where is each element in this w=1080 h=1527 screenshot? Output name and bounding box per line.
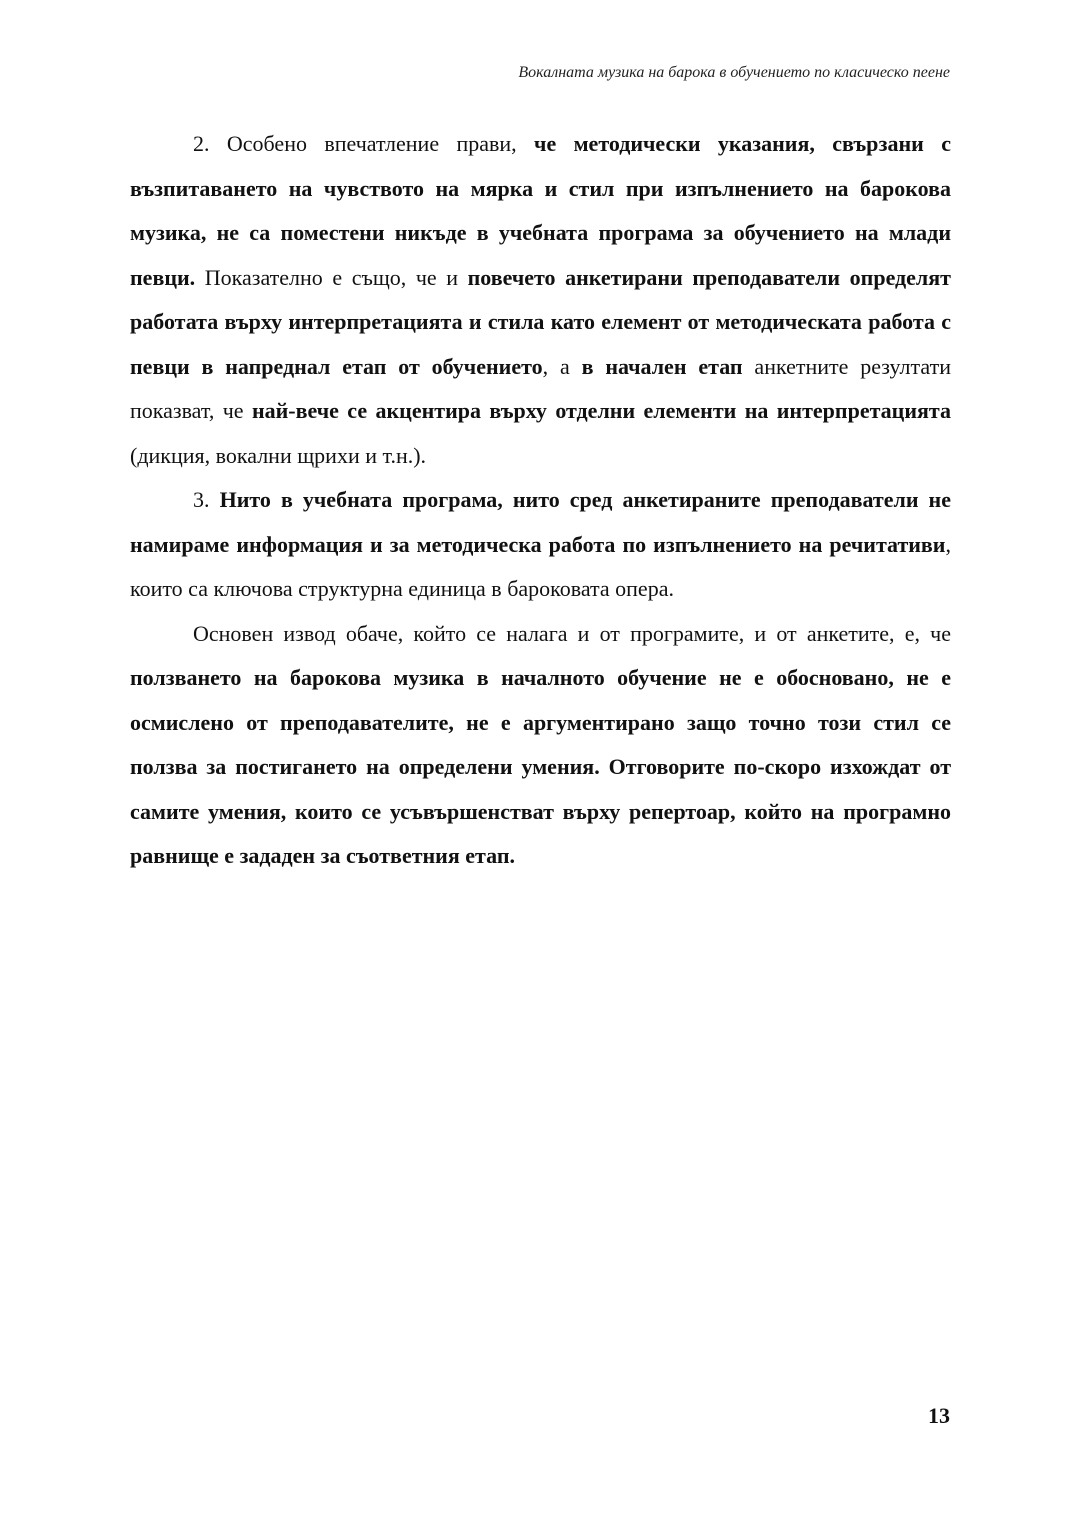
paragraph-2 <box>130 122 951 478</box>
text-segment-bold: Нито в учебната програма, нито сред анкетираните преподаватели не намираме информация и за методическа работа по изпълнението на речитативи <box>130 487 951 557</box>
paragraph-3 <box>130 478 951 612</box>
text-segment-bold: ползването на барокова музика в началното обучение не е обосновано, не е осмислено от преподавателите, не е аргументирано защо точно този стил се ползва за постигането на определени умения. Отговорите по-скоро изхождат от самите умения, които се усъвършенстват върху репертоар, който на програмно равнище е зададен за съответния етап. <box>130 665 951 868</box>
body-text <box>130 122 951 879</box>
text-segment: Основен извод обаче, който се налага и от програмите, и от анкетите, е, че <box>193 620 951 646</box>
text-segment-bold: най-вече се акцентира върху отделни елементи на интерпретацията <box>251 398 951 423</box>
paragraph-conclusion <box>130 612 951 879</box>
text-segment: 3. <box>193 487 220 512</box>
text-segment: , а <box>542 353 582 379</box>
text-segment: , които са ключова структурна единица в бароковата опера. <box>130 531 951 601</box>
text-segment-bold: че методически указания, свързани с възпитаването на чувството на мярка и стил при изпълнението на барокова музика, не са поместени никъде в учебната програма за обучението на млади певци. <box>130 131 951 290</box>
text-segment: анкетните резултати показват, че <box>130 353 951 423</box>
text-segment: 2. Особено впечатление прави, <box>193 131 535 156</box>
text-segment-bold: в начален етап <box>581 353 743 379</box>
page-number: 13 <box>928 1403 950 1428</box>
text-segment: Показателно е също, че и <box>195 264 468 290</box>
running-header: Вокалната музика на барока в обучението по класическо пеене <box>518 64 950 81</box>
text-segment: (дикция, вокални щрихи и т.н.). <box>130 442 427 468</box>
text-segment-bold: повечето анкетирани преподаватели определят работата върху интерпретацията и стила като елемент от методическата работа с певци в напреднал етап от обучението <box>130 264 951 379</box>
